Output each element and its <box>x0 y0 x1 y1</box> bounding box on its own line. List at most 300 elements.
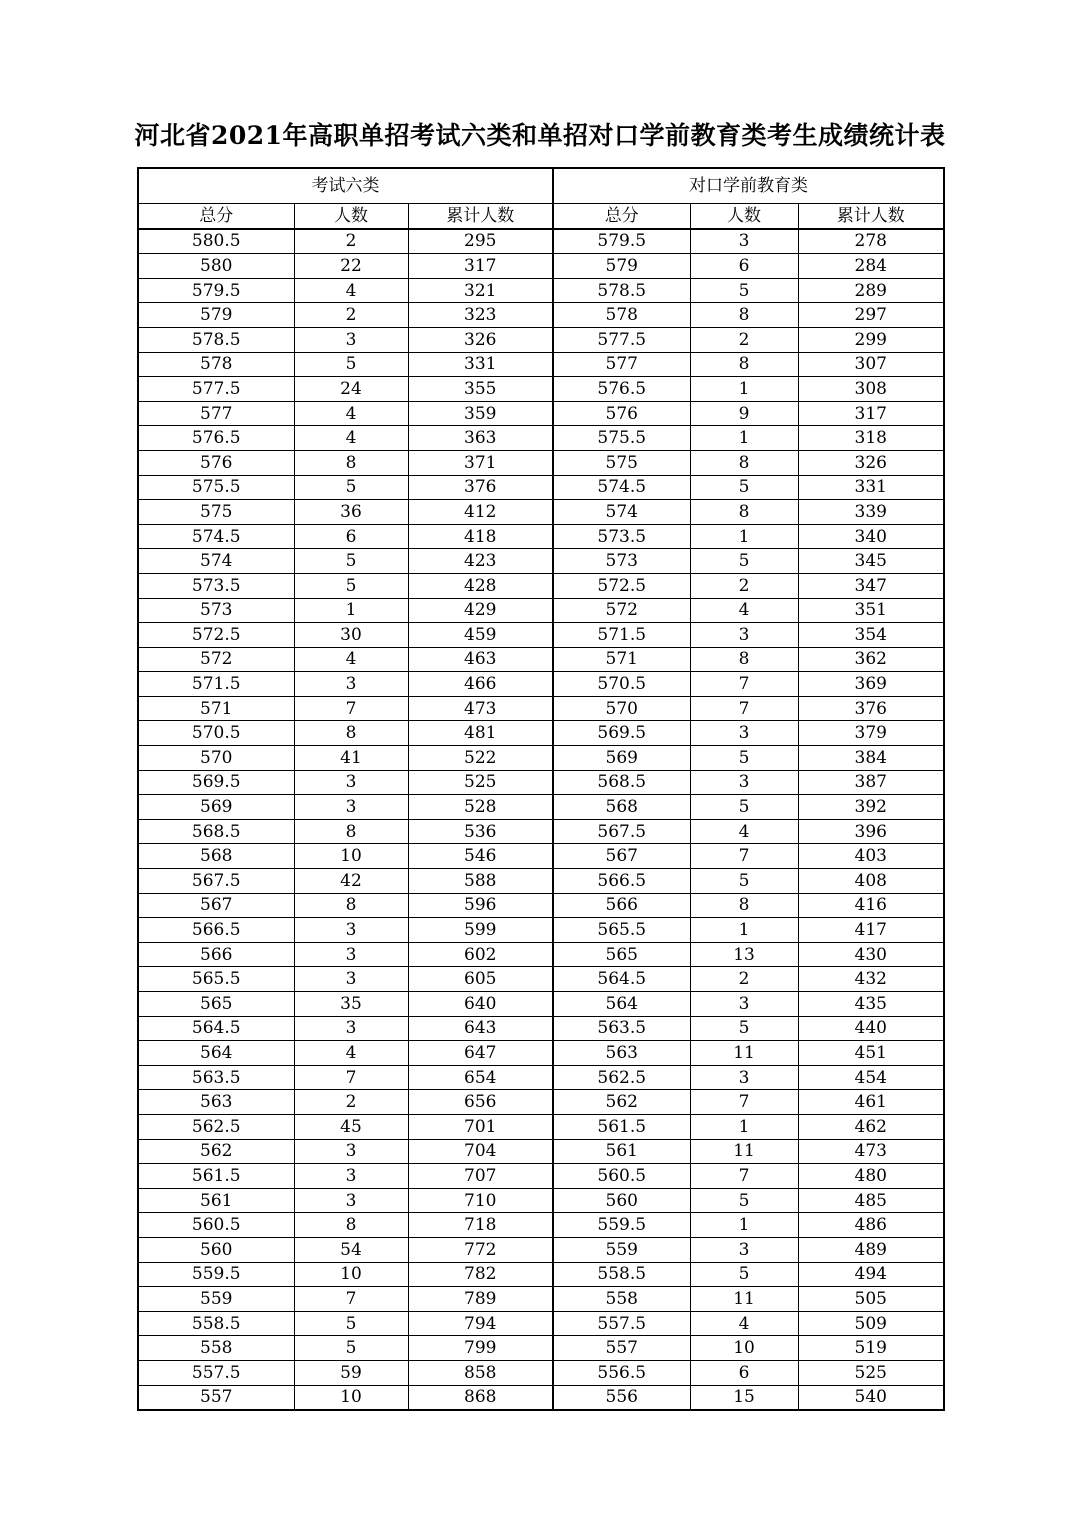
cell-count: 1 <box>690 426 798 451</box>
cell-count: 8 <box>690 893 798 918</box>
cell-total-score: 564.5 <box>553 967 690 992</box>
table-row <box>138 327 944 352</box>
cell-cumulative: 473 <box>798 1139 944 1164</box>
cell-total-score: 574.5 <box>138 524 294 549</box>
cell-count: 7 <box>690 1164 798 1189</box>
cell-total-score: 558.5 <box>138 1311 294 1336</box>
cell-cumulative: 647 <box>408 1041 553 1066</box>
cell-count: 5 <box>690 746 798 771</box>
table-row <box>138 1287 944 1312</box>
cell-total-score: 567 <box>138 893 294 918</box>
cell-total-score: 556.5 <box>553 1360 690 1385</box>
cell-total-score: 566.5 <box>553 869 690 894</box>
cell-count: 6 <box>690 254 798 279</box>
cell-cumulative: 331 <box>408 352 553 377</box>
table-row <box>138 623 944 648</box>
cell-count: 1 <box>690 1114 798 1139</box>
cell-total-score: 574 <box>138 549 294 574</box>
cell-count: 5 <box>690 1262 798 1287</box>
cell-count: 41 <box>294 746 408 771</box>
cell-count: 5 <box>690 1188 798 1213</box>
cell-total-score: 579.5 <box>138 278 294 303</box>
table-row <box>138 1090 944 1115</box>
table-row <box>138 500 944 525</box>
score-statistics-table <box>137 167 945 1411</box>
cell-total-score: 558.5 <box>553 1262 690 1287</box>
cell-count: 3 <box>294 942 408 967</box>
table-row <box>138 524 944 549</box>
cell-total-score: 570.5 <box>138 721 294 746</box>
cell-count: 1 <box>294 598 408 623</box>
cell-count: 3 <box>690 770 798 795</box>
cell-total-score: 577 <box>553 352 690 377</box>
cell-count: 5 <box>690 549 798 574</box>
cell-total-score: 568.5 <box>553 770 690 795</box>
cell-count: 11 <box>690 1139 798 1164</box>
cell-count: 5 <box>294 573 408 598</box>
table-row <box>138 795 944 820</box>
cell-total-score: 572 <box>553 598 690 623</box>
cell-cumulative: 519 <box>798 1336 944 1361</box>
cell-count: 2 <box>690 327 798 352</box>
cell-cumulative: 509 <box>798 1311 944 1336</box>
table-row <box>138 1360 944 1385</box>
table-row <box>138 450 944 475</box>
cell-total-score: 564 <box>553 992 690 1017</box>
cell-cumulative: 525 <box>408 770 553 795</box>
cell-total-score: 568 <box>553 795 690 820</box>
table-row <box>138 352 944 377</box>
table-row <box>138 1114 944 1139</box>
cell-total-score: 573 <box>553 549 690 574</box>
cell-cumulative: 799 <box>408 1336 553 1361</box>
table-row <box>138 1262 944 1287</box>
table-row <box>138 1065 944 1090</box>
cell-cumulative: 643 <box>408 1016 553 1041</box>
cell-count: 3 <box>690 1065 798 1090</box>
cell-count: 3 <box>294 967 408 992</box>
cell-total-score: 557 <box>138 1385 294 1410</box>
column-header-total-score: 总分 <box>553 204 690 229</box>
cell-count: 3 <box>294 918 408 943</box>
cell-count: 8 <box>690 450 798 475</box>
cell-count: 13 <box>690 942 798 967</box>
cell-cumulative: 486 <box>798 1213 944 1238</box>
cell-count: 22 <box>294 254 408 279</box>
cell-cumulative: 858 <box>408 1360 553 1385</box>
table-row <box>138 254 944 279</box>
cell-count: 1 <box>690 377 798 402</box>
column-header-cumulative: 累计人数 <box>408 204 553 229</box>
cell-count: 1 <box>690 918 798 943</box>
cell-count: 7 <box>294 1287 408 1312</box>
cell-count: 8 <box>294 1213 408 1238</box>
cell-count: 45 <box>294 1114 408 1139</box>
cell-total-score: 557.5 <box>138 1360 294 1385</box>
cell-count: 7 <box>690 696 798 721</box>
cell-cumulative: 308 <box>798 377 944 402</box>
table-row <box>138 696 944 721</box>
cell-cumulative: 351 <box>798 598 944 623</box>
cell-total-score: 562 <box>553 1090 690 1115</box>
cell-total-score: 560.5 <box>138 1213 294 1238</box>
cell-cumulative: 321 <box>408 278 553 303</box>
cell-cumulative: 489 <box>798 1237 944 1262</box>
cell-count: 42 <box>294 869 408 894</box>
cell-count: 2 <box>294 303 408 328</box>
table-row <box>138 1041 944 1066</box>
cell-cumulative: 340 <box>798 524 944 549</box>
cell-total-score: 568.5 <box>138 819 294 844</box>
table-row <box>138 426 944 451</box>
cell-total-score: 570 <box>553 696 690 721</box>
cell-count: 7 <box>294 696 408 721</box>
cell-count: 3 <box>294 1188 408 1213</box>
cell-count: 5 <box>690 475 798 500</box>
group-header-preschool: 对口学前教育类 <box>553 168 944 204</box>
cell-total-score: 575 <box>138 500 294 525</box>
column-header-cumulative: 累计人数 <box>798 204 944 229</box>
cell-total-score: 570 <box>138 746 294 771</box>
cell-total-score: 566 <box>138 942 294 967</box>
cell-count: 10 <box>294 1385 408 1410</box>
cell-count: 3 <box>294 1016 408 1041</box>
cell-total-score: 579.5 <box>553 229 690 254</box>
cell-total-score: 580.5 <box>138 229 294 254</box>
table-row <box>138 573 944 598</box>
cell-count: 24 <box>294 377 408 402</box>
cell-cumulative: 412 <box>408 500 553 525</box>
cell-cumulative: 462 <box>798 1114 944 1139</box>
cell-total-score: 572 <box>138 647 294 672</box>
cell-cumulative: 379 <box>798 721 944 746</box>
cell-total-score: 565 <box>553 942 690 967</box>
cell-total-score: 573 <box>138 598 294 623</box>
cell-count: 3 <box>690 992 798 1017</box>
cell-count: 2 <box>294 1090 408 1115</box>
cell-cumulative: 710 <box>408 1188 553 1213</box>
cell-total-score: 579 <box>138 303 294 328</box>
cell-cumulative: 317 <box>408 254 553 279</box>
cell-total-score: 561 <box>138 1188 294 1213</box>
cell-cumulative: 323 <box>408 303 553 328</box>
table-row <box>138 844 944 869</box>
cell-total-score: 572.5 <box>138 623 294 648</box>
cell-cumulative: 454 <box>798 1065 944 1090</box>
cell-cumulative: 339 <box>798 500 944 525</box>
cell-total-score: 566.5 <box>138 918 294 943</box>
cell-total-score: 577 <box>138 401 294 426</box>
cell-count: 6 <box>690 1360 798 1385</box>
cell-total-score: 560 <box>138 1237 294 1262</box>
cell-total-score: 561.5 <box>553 1114 690 1139</box>
table-row <box>138 278 944 303</box>
cell-count: 3 <box>690 229 798 254</box>
cell-cumulative: 345 <box>798 549 944 574</box>
cell-count: 5 <box>690 278 798 303</box>
cell-total-score: 558 <box>553 1287 690 1312</box>
cell-cumulative: 599 <box>408 918 553 943</box>
cell-cumulative: 416 <box>798 893 944 918</box>
cell-cumulative: 387 <box>798 770 944 795</box>
cell-cumulative: 596 <box>408 893 553 918</box>
cell-count: 10 <box>294 844 408 869</box>
cell-total-score: 574 <box>553 500 690 525</box>
cell-total-score: 564 <box>138 1041 294 1066</box>
cell-count: 59 <box>294 1360 408 1385</box>
cell-count: 1 <box>690 524 798 549</box>
cell-count: 4 <box>294 401 408 426</box>
table-row <box>138 549 944 574</box>
cell-total-score: 571.5 <box>553 623 690 648</box>
cell-total-score: 557.5 <box>553 1311 690 1336</box>
cell-cumulative: 789 <box>408 1287 553 1312</box>
cell-total-score: 562 <box>138 1139 294 1164</box>
cell-count: 5 <box>690 1016 798 1041</box>
cell-total-score: 573.5 <box>138 573 294 598</box>
cell-count: 11 <box>690 1287 798 1312</box>
table-row <box>138 377 944 402</box>
cell-count: 3 <box>294 327 408 352</box>
cell-cumulative: 307 <box>798 352 944 377</box>
cell-cumulative: 588 <box>408 869 553 894</box>
table-row <box>138 1016 944 1041</box>
cell-cumulative: 429 <box>408 598 553 623</box>
cell-count: 4 <box>690 598 798 623</box>
column-header-count: 人数 <box>294 204 408 229</box>
table-row <box>138 1139 944 1164</box>
cell-cumulative: 396 <box>798 819 944 844</box>
column-header-total-score: 总分 <box>138 204 294 229</box>
cell-total-score: 561.5 <box>138 1164 294 1189</box>
table-row <box>138 598 944 623</box>
cell-cumulative: 318 <box>798 426 944 451</box>
cell-cumulative: 331 <box>798 475 944 500</box>
cell-total-score: 576.5 <box>553 377 690 402</box>
table-row <box>138 401 944 426</box>
cell-count: 2 <box>690 967 798 992</box>
cell-count: 3 <box>690 623 798 648</box>
cell-total-score: 558 <box>138 1336 294 1361</box>
cell-count: 8 <box>294 893 408 918</box>
cell-cumulative: 656 <box>408 1090 553 1115</box>
cell-cumulative: 369 <box>798 672 944 697</box>
cell-count: 9 <box>690 401 798 426</box>
cell-total-score: 578 <box>553 303 690 328</box>
cell-count: 4 <box>690 819 798 844</box>
table-row <box>138 1311 944 1336</box>
cell-count: 2 <box>294 229 408 254</box>
cell-cumulative: 403 <box>798 844 944 869</box>
cell-total-score: 560.5 <box>553 1164 690 1189</box>
cell-cumulative: 528 <box>408 795 553 820</box>
table-row <box>138 1164 944 1189</box>
column-header-row <box>138 204 944 229</box>
cell-count: 4 <box>294 647 408 672</box>
cell-cumulative: 435 <box>798 992 944 1017</box>
cell-cumulative: 480 <box>798 1164 944 1189</box>
cell-count: 54 <box>294 1237 408 1262</box>
cell-cumulative: 782 <box>408 1262 553 1287</box>
cell-count: 8 <box>690 303 798 328</box>
cell-cumulative: 392 <box>798 795 944 820</box>
table-row <box>138 672 944 697</box>
cell-cumulative: 481 <box>408 721 553 746</box>
cell-count: 4 <box>294 278 408 303</box>
cell-total-score: 576 <box>138 450 294 475</box>
cell-total-score: 573.5 <box>553 524 690 549</box>
cell-count: 1 <box>690 1213 798 1238</box>
cell-cumulative: 289 <box>798 278 944 303</box>
cell-cumulative: 417 <box>798 918 944 943</box>
cell-total-score: 575.5 <box>553 426 690 451</box>
cell-count: 2 <box>690 573 798 598</box>
cell-total-score: 567.5 <box>138 869 294 894</box>
cell-count: 3 <box>690 1237 798 1262</box>
cell-count: 8 <box>294 450 408 475</box>
table-row <box>138 869 944 894</box>
cell-cumulative: 354 <box>798 623 944 648</box>
cell-total-score: 580 <box>138 254 294 279</box>
cell-cumulative: 317 <box>798 401 944 426</box>
cell-cumulative: 704 <box>408 1139 553 1164</box>
cell-cumulative: 362 <box>798 647 944 672</box>
cell-cumulative: 473 <box>408 696 553 721</box>
table-row <box>138 303 944 328</box>
cell-cumulative: 494 <box>798 1262 944 1287</box>
cell-count: 8 <box>294 721 408 746</box>
cell-count: 7 <box>294 1065 408 1090</box>
cell-cumulative: 326 <box>408 327 553 352</box>
cell-cumulative: 432 <box>798 967 944 992</box>
cell-cumulative: 326 <box>798 450 944 475</box>
cell-cumulative: 707 <box>408 1164 553 1189</box>
cell-count: 4 <box>690 1311 798 1336</box>
table-row <box>138 893 944 918</box>
cell-count: 36 <box>294 500 408 525</box>
cell-count: 8 <box>294 819 408 844</box>
cell-count: 5 <box>294 1336 408 1361</box>
cell-cumulative: 440 <box>798 1016 944 1041</box>
cell-total-score: 571.5 <box>138 672 294 697</box>
cell-cumulative: 868 <box>408 1385 553 1410</box>
cell-count: 5 <box>294 475 408 500</box>
cell-total-score: 578 <box>138 352 294 377</box>
cell-total-score: 563 <box>553 1041 690 1066</box>
cell-total-score: 569 <box>553 746 690 771</box>
cell-count: 11 <box>690 1041 798 1066</box>
cell-total-score: 578.5 <box>553 278 690 303</box>
cell-cumulative: 546 <box>408 844 553 869</box>
cell-total-score: 564.5 <box>138 1016 294 1041</box>
cell-count: 3 <box>294 1139 408 1164</box>
table-row <box>138 475 944 500</box>
cell-total-score: 565.5 <box>553 918 690 943</box>
cell-cumulative: 430 <box>798 942 944 967</box>
cell-cumulative: 485 <box>798 1188 944 1213</box>
cell-count: 35 <box>294 992 408 1017</box>
cell-cumulative: 359 <box>408 401 553 426</box>
cell-cumulative: 408 <box>798 869 944 894</box>
cell-cumulative: 522 <box>408 746 553 771</box>
cell-total-score: 559 <box>553 1237 690 1262</box>
cell-cumulative: 423 <box>408 549 553 574</box>
cell-total-score: 570.5 <box>553 672 690 697</box>
cell-total-score: 572.5 <box>553 573 690 598</box>
cell-total-score: 578.5 <box>138 327 294 352</box>
cell-count: 7 <box>690 672 798 697</box>
cell-count: 3 <box>690 721 798 746</box>
group-header-exam-six: 考试六类 <box>138 168 553 204</box>
cell-total-score: 571 <box>553 647 690 672</box>
table-row <box>138 647 944 672</box>
cell-cumulative: 371 <box>408 450 553 475</box>
cell-cumulative: 640 <box>408 992 553 1017</box>
cell-count: 5 <box>690 869 798 894</box>
cell-total-score: 576.5 <box>138 426 294 451</box>
cell-cumulative: 540 <box>798 1385 944 1410</box>
cell-count: 3 <box>294 1164 408 1189</box>
cell-count: 5 <box>294 352 408 377</box>
cell-cumulative: 278 <box>798 229 944 254</box>
cell-cumulative: 718 <box>408 1213 553 1238</box>
cell-cumulative: 536 <box>408 819 553 844</box>
cell-cumulative: 347 <box>798 573 944 598</box>
cell-total-score: 566 <box>553 893 690 918</box>
cell-count: 5 <box>294 549 408 574</box>
cell-total-score: 562.5 <box>138 1114 294 1139</box>
cell-cumulative: 451 <box>798 1041 944 1066</box>
cell-total-score: 577.5 <box>553 327 690 352</box>
cell-cumulative: 461 <box>798 1090 944 1115</box>
cell-total-score: 575.5 <box>138 475 294 500</box>
cell-cumulative: 463 <box>408 647 553 672</box>
cell-total-score: 559 <box>138 1287 294 1312</box>
table-row <box>138 1336 944 1361</box>
cell-count: 5 <box>690 795 798 820</box>
cell-total-score: 567 <box>553 844 690 869</box>
table-row <box>138 721 944 746</box>
table-row <box>138 992 944 1017</box>
cell-cumulative: 295 <box>408 229 553 254</box>
table-row <box>138 1188 944 1213</box>
cell-total-score: 569.5 <box>553 721 690 746</box>
cell-cumulative: 384 <box>798 746 944 771</box>
cell-total-score: 561 <box>553 1139 690 1164</box>
cell-total-score: 576 <box>553 401 690 426</box>
cell-count: 4 <box>294 426 408 451</box>
cell-total-score: 565.5 <box>138 967 294 992</box>
cell-cumulative: 299 <box>798 327 944 352</box>
cell-count: 3 <box>294 672 408 697</box>
cell-total-score: 562.5 <box>553 1065 690 1090</box>
cell-total-score: 565 <box>138 992 294 1017</box>
cell-cumulative: 428 <box>408 573 553 598</box>
table-row <box>138 942 944 967</box>
cell-cumulative: 602 <box>408 942 553 967</box>
cell-total-score: 563.5 <box>138 1065 294 1090</box>
cell-cumulative: 284 <box>798 254 944 279</box>
cell-cumulative: 376 <box>798 696 944 721</box>
group-header-row <box>138 168 944 204</box>
table-row <box>138 1213 944 1238</box>
cell-count: 3 <box>294 770 408 795</box>
cell-total-score: 571 <box>138 696 294 721</box>
cell-total-score: 556 <box>553 1385 690 1410</box>
cell-count: 8 <box>690 500 798 525</box>
cell-cumulative: 459 <box>408 623 553 648</box>
cell-count: 8 <box>690 352 798 377</box>
